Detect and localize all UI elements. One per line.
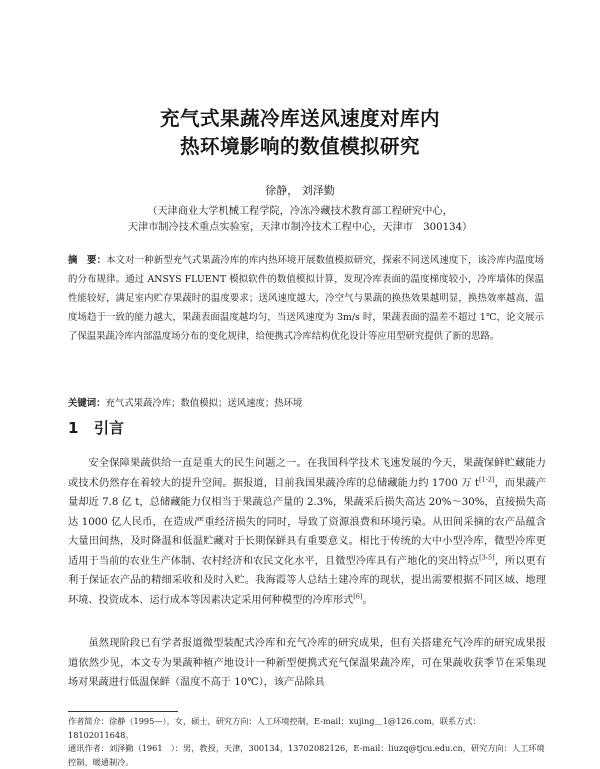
section-number: 1	[68, 419, 79, 437]
section-heading	[68, 417, 124, 438]
section-title: 引言	[94, 419, 125, 437]
keywords-text: 充气式果蔬冷库；数值模拟；送风速度；热环境	[105, 398, 303, 409]
body-paragraph-1	[68, 454, 546, 610]
paragraph-2-text: 虽然现阶段已有学者报道微型装配式冷库和充气冷库的研究成果，但有关搭建充气冷库的研究成果报道依然少见，本文专为果蔬种植产地设计一种新型便携式充气保温果蔬冷库，可在果蔬收获季节在采集现场对果蔬进行低温保鲜（温度不高于 10℃），该产品除具	[68, 638, 546, 688]
affiliation-line-1: （天津商业大学机械工程学院，冷冻冷藏技术教育部工程研究中心，	[147, 206, 453, 217]
paragraph-1-text-a: 安全保障果蔬供给一直是重大的民生问题之一。在我国科学技术飞速发展的今天，果蔬保鲜贮藏能力或技术仍然存在着较大的提升空间。据报道，目前我国果蔬冷库的总储藏能力约 1700 万 t	[68, 458, 546, 489]
citation-6[interactable]: [6]	[353, 592, 363, 601]
paragraph-1-text-b: ，而果蔬产量却近 7.8 亿 t，总储藏能力仅相当于果蔬总产量的 2.3%，果蔬采后损失高达 20%～30%，直接损失高达 1000 亿人民币，在造成严重经济损失的同时，导致了资源浪费和环境污染。从田间采摘的农产品蕴含大量田间热，及时降温和低温贮藏对于长期保鲜具有重要意义。相比于传统的大中小型冷库，微型冷库更适用于当前的农业生产体制、农村经济和农民文化水平，且微型冷库具有产地化的突出特点	[68, 477, 547, 567]
paragraph-1-text-d: 。	[362, 594, 373, 606]
abstract-text: 本文对一种新型充气式果蔬冷库的库内热环境开展数值模拟研究，探索不同送风速度下，该冷库内温度场的分布规律。通过 ANSYS FLUENT 模拟软件的数值模拟计算，发现冷库表面的温度梯度较小，冷库墙体的保温性能较好，满足室内贮存果蔬时的温度要求；送风速度越大，冷空气与果蔬的换热效果越明显，换热效率越高，温度场趋于一致的能力越大，果蔬表面温度越均匀，当送风速度为 3m/s 时，果蔬表面的温差不超过 1℃，论文展示了保温果蔬冷库内部温度场分布的变化规律，给便携式冷库结构优化设计等应用型研究提供了新的思路。	[68, 255, 544, 342]
body-paragraph-2	[68, 634, 546, 693]
footnote-author-info: 作者简介：徐静（1995—），女，硕士，研究方向：人工环境控制，E-mail：xujing＿1@126.com，联系方式：18102011648。	[68, 716, 481, 740]
footnote-divider	[68, 711, 178, 712]
paragraph-1-text-c: ，所以更有利于保证农产品的精细采收和及时入贮。我海霞等人总结土建冷库的现状，提出需要根据不同区域、地理环境、投资成本、运行成本等因素决定采用何种模型的冷库形式	[68, 555, 547, 606]
affiliation-line-2: 天津市制冷技术重点实验室，天津市制冷技术工程中心，天津市 300134）	[127, 222, 473, 233]
keywords-label: 关键词：	[68, 398, 106, 409]
abstract-label: 摘 要：	[68, 255, 107, 266]
citation-1-2[interactable]: [1-2]	[478, 475, 495, 484]
citation-3-5[interactable]: [3-5]	[479, 553, 495, 562]
keywords	[68, 395, 544, 409]
footnote-corresponding-author: 通讯作者：刘泽勤（1961 ）：男，教授，天津，300134，13702082126，E-mail：liuzq@tjcu.edu.cn，研究方向：人工环境控制、暖通制冷。	[68, 743, 545, 767]
author-names: 徐静， 刘泽勤	[265, 184, 335, 197]
abstract	[68, 251, 544, 346]
paper-title-line-2: 热环境影响的数值模拟研究	[179, 135, 420, 158]
paper-title-line-1: 充气式果蔬冷库送风速度对库内	[159, 107, 440, 130]
